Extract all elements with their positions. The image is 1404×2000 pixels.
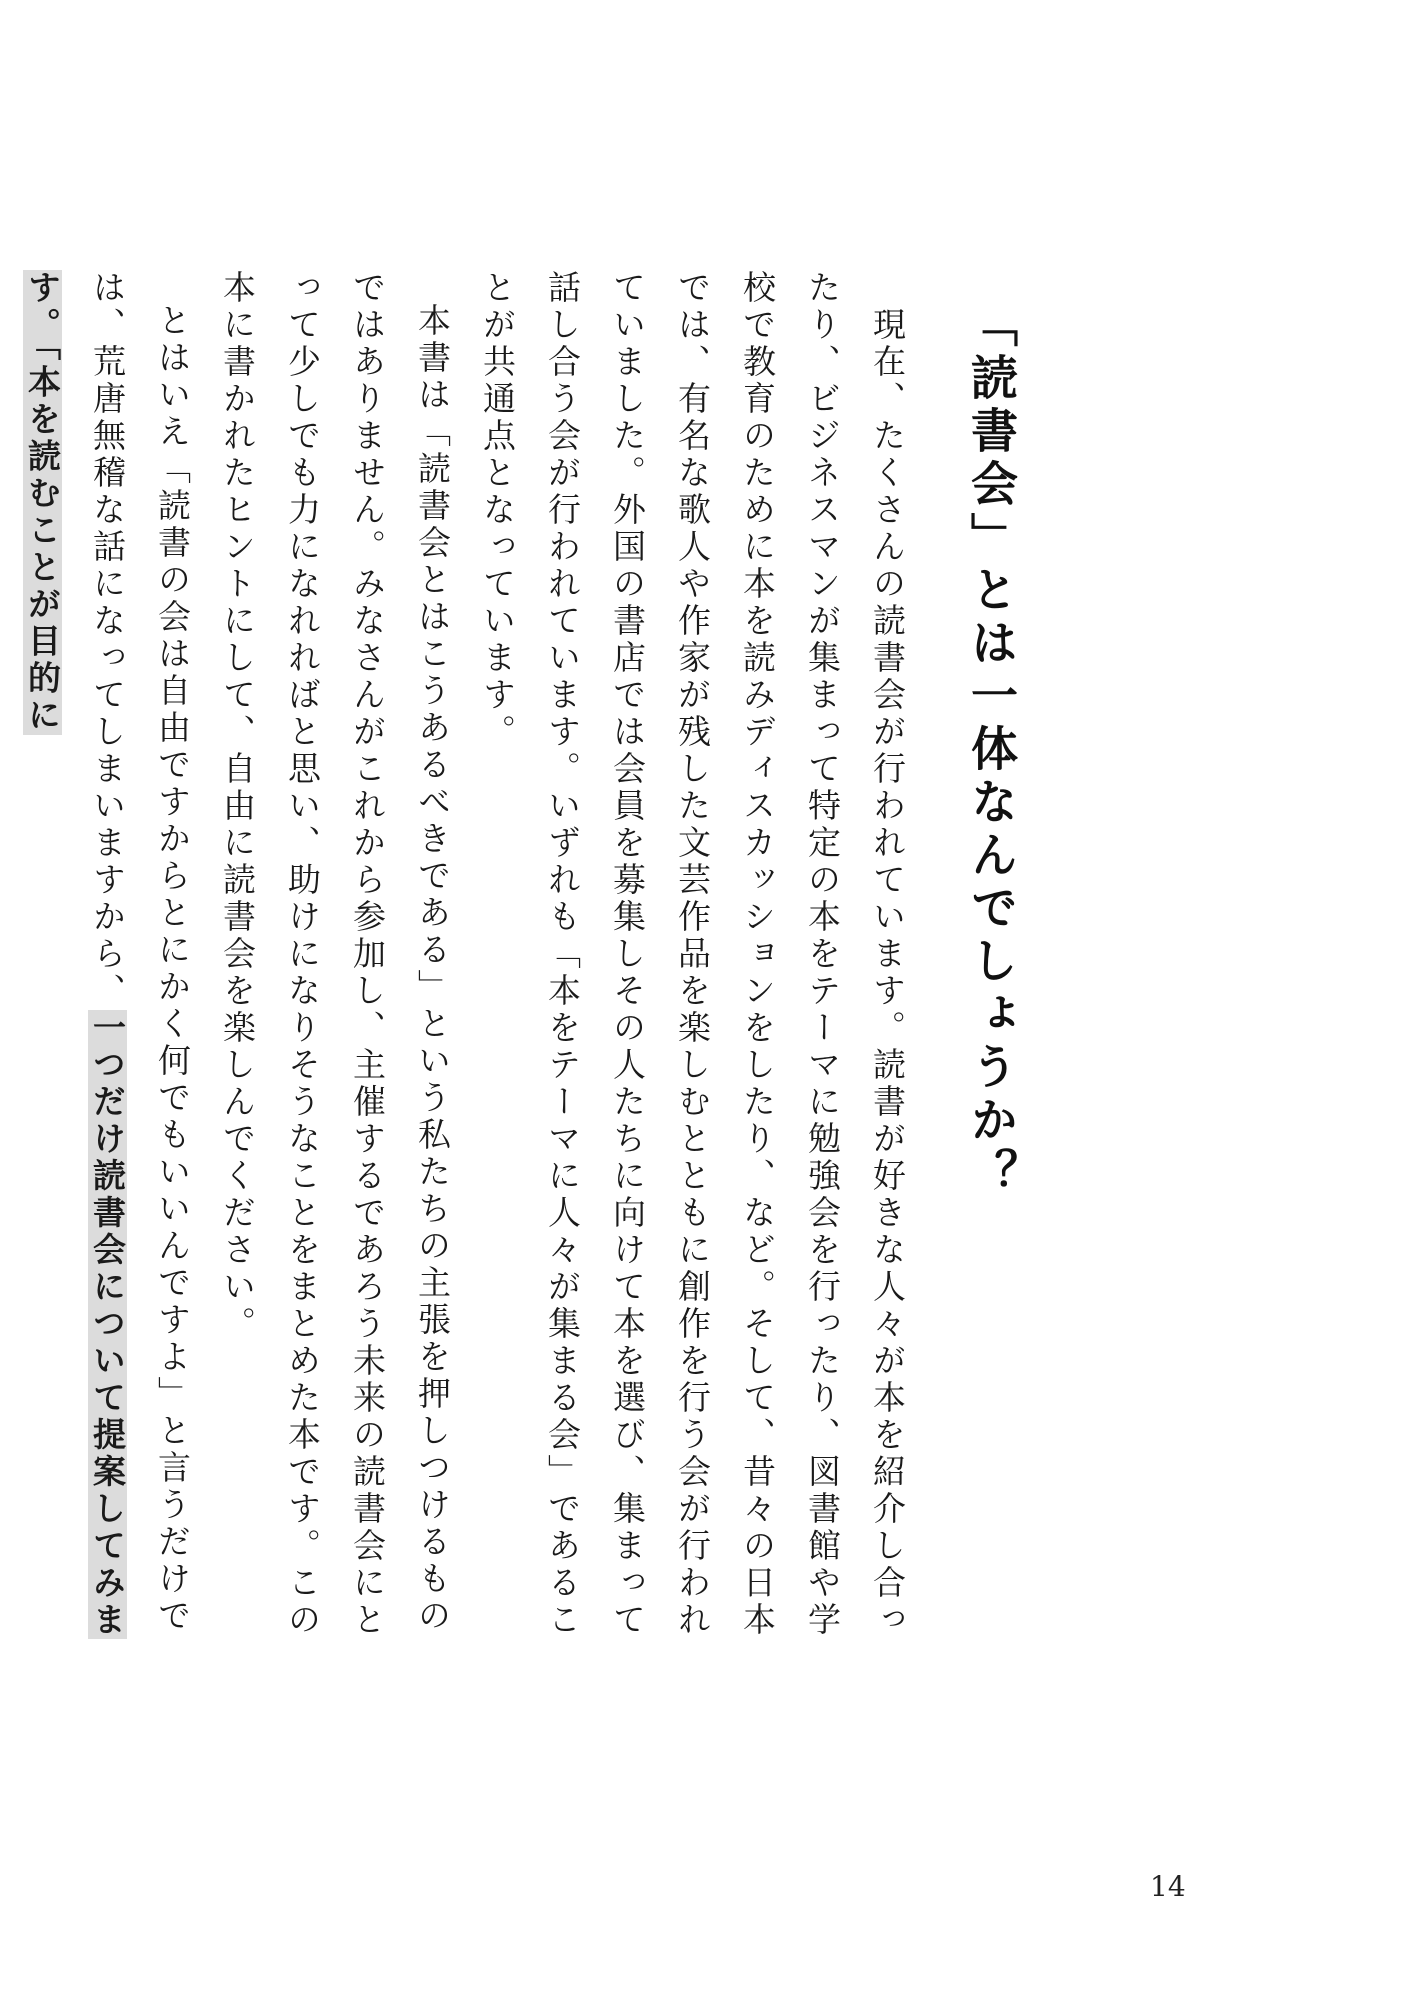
paragraph-1: 現在、たくさんの読書会が行われています。読書が好きな人々が本を紹介し合ったり、ビジネスマンが集まって特定の本をテーマに勉強会を行ったり、図書館や学校で教育のために本を読みディスカッションをしたり、など。そして、昔々の日本では、有名な歌人や作家が残した文芸作品を楽しむとともに創作を行う会が行われていました。外国の書店では会員を募集しその人たちに向けて本を選び、集まって話し合う会が行われています。いずれも「本をテーマに人々が集まる会」であることが共通点となっています。 — [478, 270, 907, 1639]
page-number: 14 — [1150, 1870, 1186, 1903]
paragraph-2: 本書は「読書会とはこうあるべきである」という私たちの主張を押しつけるものではありません。みなさんがこれから参加し、主催するであろう未来の読書会にとって少しでも力になれればと思い、助けになりそうなことをまとめた本です。この本に書かれたヒントにして、自由に読書会を楽しんでください。 — [218, 270, 452, 1639]
highlighted-text: 一つだけ読書会について提案してみます。「本を読むことが目的に — [23, 270, 127, 1639]
section-heading: 「読書会」とは一体なんでしょうか？ — [963, 300, 1018, 1201]
paragraph-3 — [10, 270, 205, 1650]
paragraph-3-text: とはいえ「読書の会は自由ですからとにかく何でもいいんですよ」と言うだけでは、荒唐無稽な話になってしまいますから、 — [88, 270, 192, 1635]
body-text — [23, 270, 920, 1650]
